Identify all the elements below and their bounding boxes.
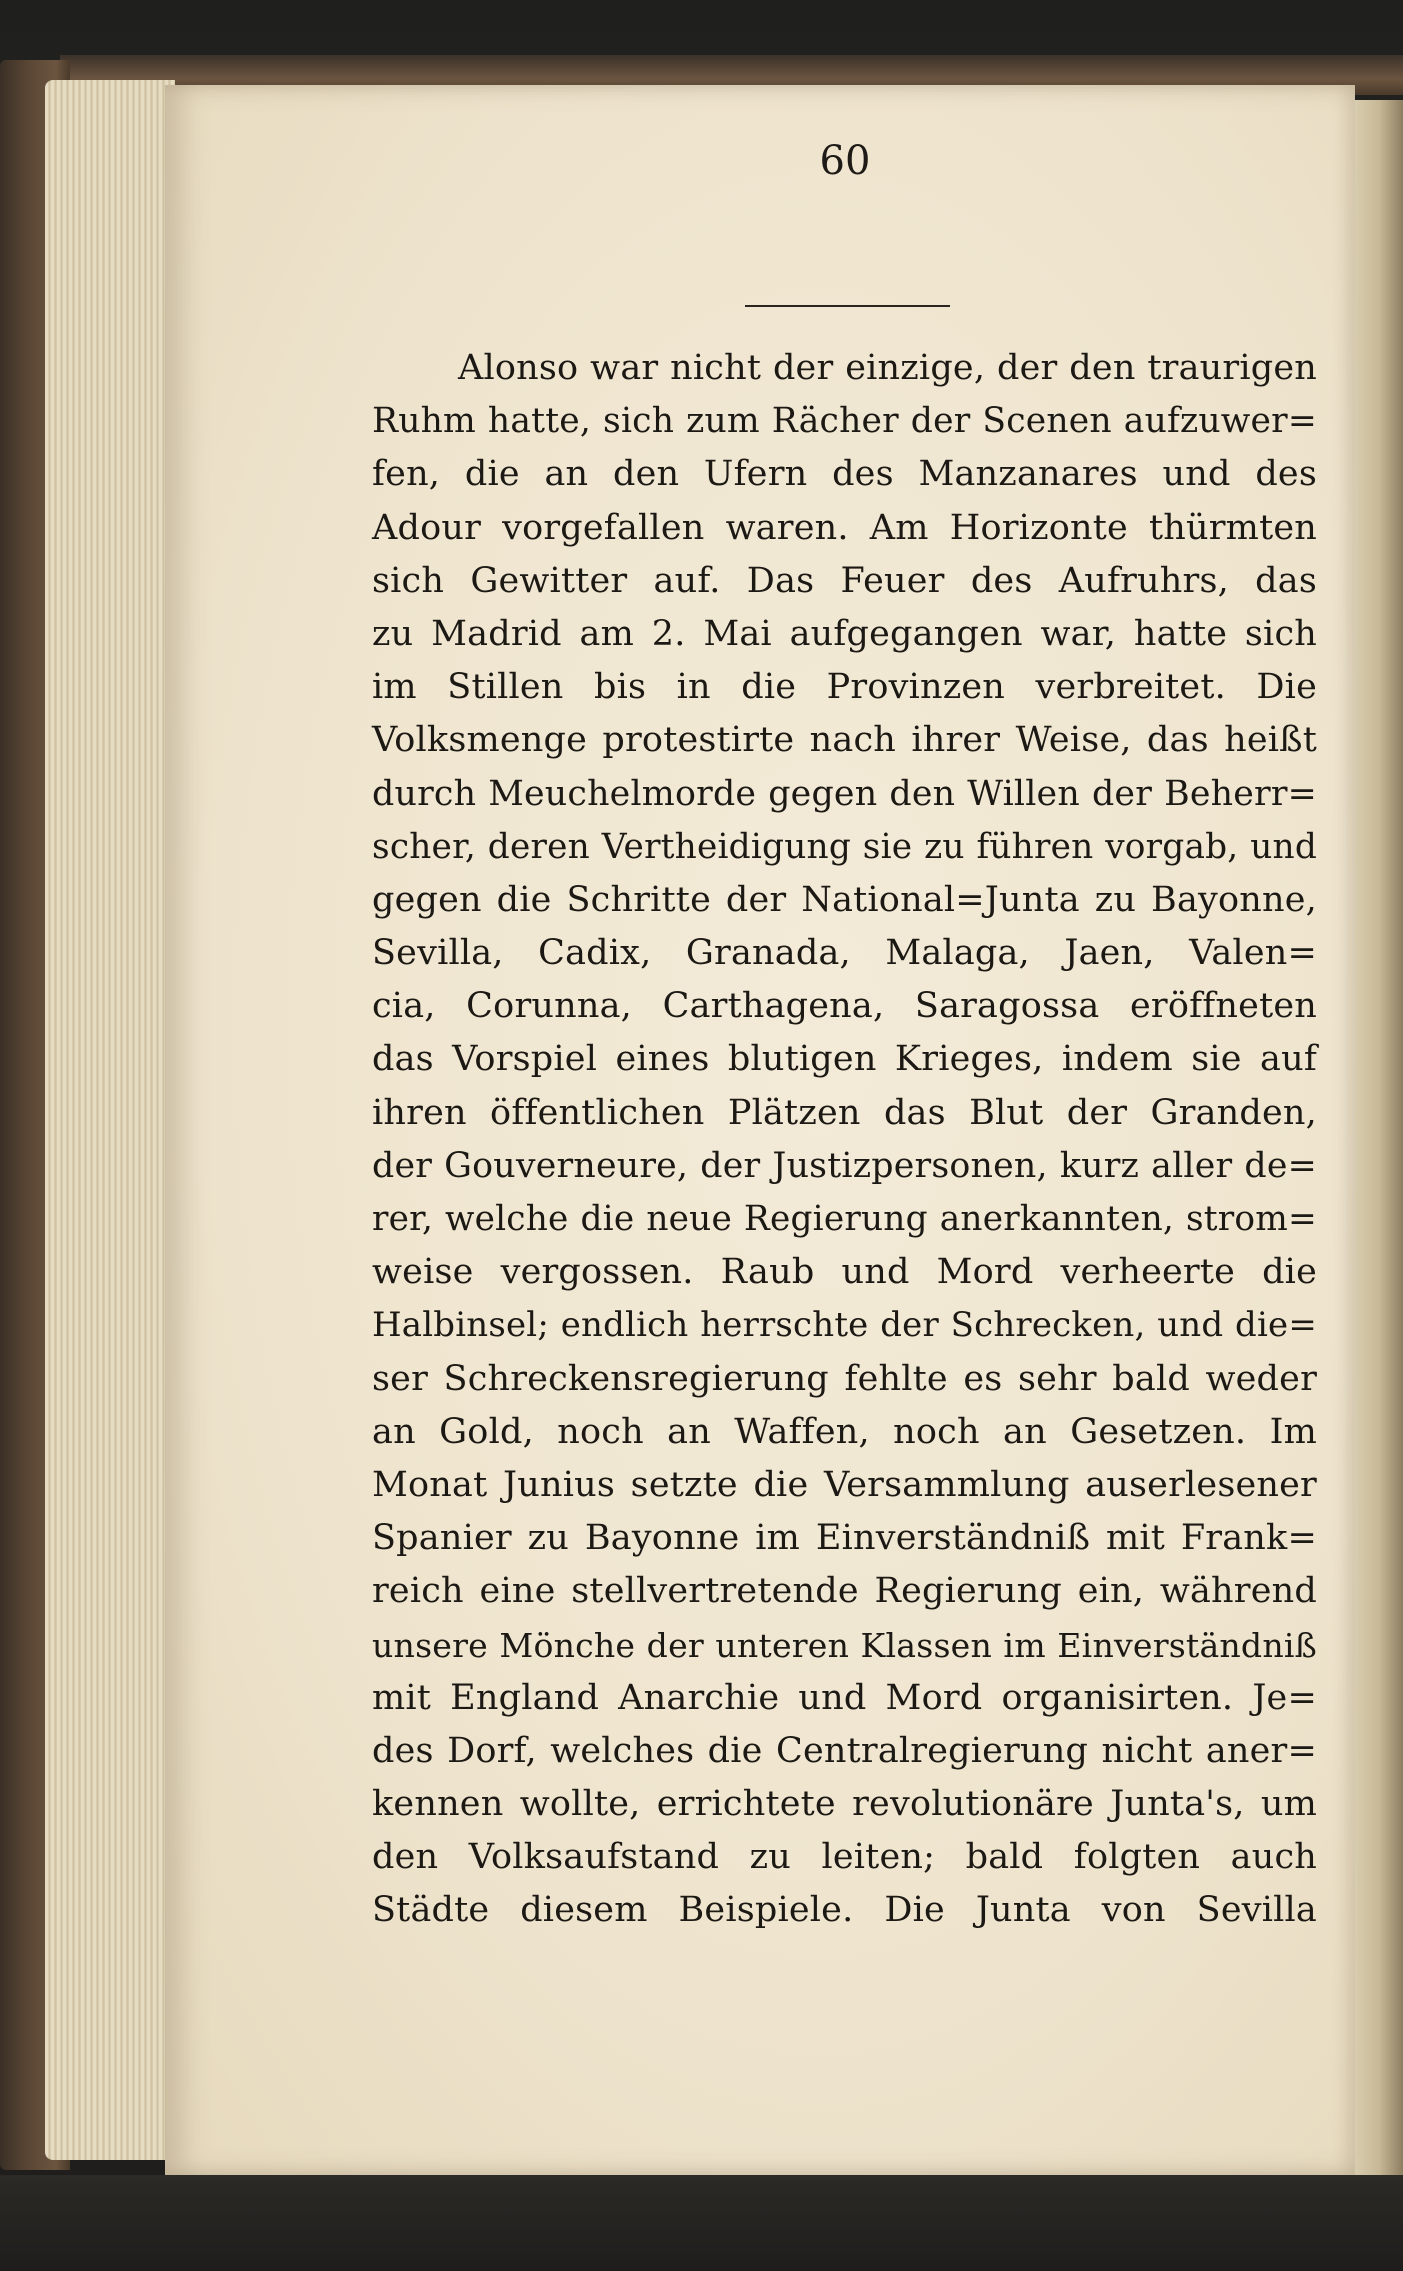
text-line: der Gouverneure, der Justizpersonen, kurz aller de= (372, 1145, 1317, 1186)
text-line: rer, welche die neue Regierung anerkannten, strom= (372, 1199, 1317, 1239)
text-line: sich Gewitter auf. Das Feuer des Aufruhrs, das (372, 560, 1317, 601)
text-line: ihren öffentlichen Plätzen das Blut der Granden, (372, 1092, 1317, 1133)
text-line: unsere Mönche der unteren Klassen im Einverständniß (372, 1625, 1317, 1665)
text-line: Städte diesem Beispiele. Die Junta von Sevilla (372, 1890, 1317, 1931)
text-line: cia, Corunna, Carthagena, Saragossa eröffneten (372, 986, 1317, 1027)
text-line: durch Meuchelmorde gegen den Willen der Beherr= (372, 773, 1317, 814)
page-edges-right (1355, 100, 1403, 2180)
text-line: mit England Anarchie und Mord organisirten. Je= (372, 1677, 1317, 1718)
text-line: weise vergossen. Raub und Mord verheerte die (372, 1252, 1317, 1293)
text-line: Volksmenge protestirte nach ihrer Weise, das heißt (372, 720, 1317, 761)
text-line: scher, deren Vertheidigung sie zu führen vorgab, und (372, 826, 1317, 867)
text-line: Sevilla, Cadix, Granada, Malaga, Jaen, Valen= (372, 933, 1317, 974)
text-line: das Vorspiel eines blutigen Krieges, indem sie auf (372, 1039, 1317, 1080)
text-line: reich eine stellvertretende Regierung ein, während (372, 1571, 1317, 1612)
text-line: an Gold, noch an Waffen, noch an Gesetzen. Im (372, 1411, 1317, 1452)
text-line: zu Madrid am 2. Mai aufgegangen war, hatte sich (372, 613, 1317, 654)
text-line: ser Schreckensregierung fehlte es sehr bald weder (372, 1358, 1317, 1399)
text-line: kennen wollte, errichtete revolutionäre Junta's, um (372, 1784, 1317, 1825)
text-line: Monat Junius setzte die Versammlung auserlesener (372, 1464, 1317, 1505)
text-line: Halbinsel; endlich herrschte der Schrecken, und die= (372, 1305, 1317, 1346)
text-line: Spanier zu Bayonne im Einverständniß mit Frank= (372, 1518, 1317, 1559)
text-line: des Dorf, welches die Centralregierung nicht aner= (372, 1730, 1317, 1771)
text-line: Adour vorgefallen waren. Am Horizonte thürmten (372, 507, 1317, 548)
page-edges-left (45, 80, 175, 2160)
book-cover-bottom (0, 2175, 1403, 2271)
text-line: fen, die an den Ufern des Manzanares und des (372, 454, 1317, 495)
text-line: im Stillen bis in die Provinzen verbreitet. Die (372, 667, 1317, 708)
text-line: den Volksaufstand zu leiten; bald folgten auch (372, 1837, 1317, 1878)
text-line: gegen die Schritte der National=Junta zu Bayonne, (372, 879, 1317, 920)
text-line: Ruhm hatte, sich zum Rächer der Scenen aufzuwer= (372, 401, 1317, 442)
body-text (372, 342, 1317, 1938)
text-line: Alonso war nicht der einzige, der den traurigen (458, 348, 1317, 388)
header-rule (745, 305, 950, 307)
page-number: 60 (819, 138, 871, 184)
